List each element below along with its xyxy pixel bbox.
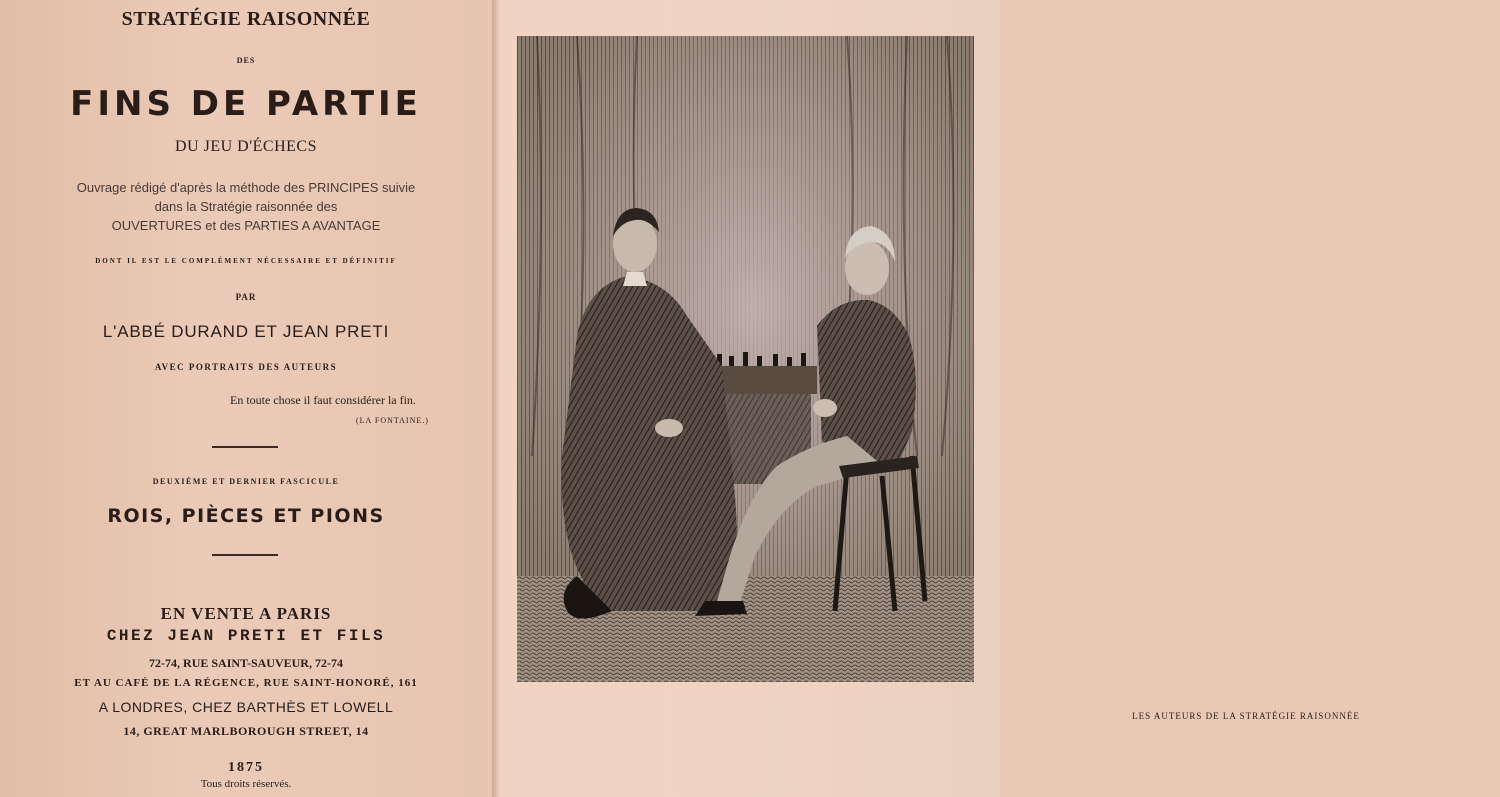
cafe-address: ET AU CAFÉ DE LA RÉGENCE, RUE SAINT-HONORÉ, 161: [74, 677, 418, 689]
publisher-address: 72-74, RUE SAINT-SAUVEUR, 72-74: [149, 656, 343, 670]
engraving-image: [517, 36, 974, 682]
description-line: Ouvrage rédigé d'après la méthode des PRINCIPES suivie: [76, 180, 416, 195]
divider: [212, 446, 278, 448]
fascicle: DEUXIÈME ET DERNIER FASCICULE: [152, 477, 340, 486]
book-gutter: [492, 0, 500, 797]
divider: [212, 554, 278, 556]
rights-notice: Tous droits réservés.: [200, 778, 292, 790]
authors: L'ABBÉ DURAND ET JEAN PRETI: [102, 322, 390, 341]
description-line: dans la Stratégie raisonnée des: [154, 199, 338, 214]
frontispiece-caption: LES AUTEURS DE LA STRATÉGIE RAISONNÉE: [1132, 711, 1360, 721]
description-line: OUVERTURES et des PARTIES A AVANTAGE: [111, 218, 381, 233]
par-label: PAR: [235, 292, 257, 302]
publisher: CHEZ JEAN PRETI ET FILS: [106, 627, 386, 645]
portraits-note: AVEC PORTRAITS DES AUTEURS: [154, 362, 338, 372]
section-title: ROIS, PIÈCES ET PIONS: [107, 505, 385, 527]
subtitle: DU JEU D'ÉCHECS: [175, 138, 317, 155]
publication-year: 1875: [228, 760, 264, 775]
epigraph-source: (LA FONTAINE.): [356, 416, 429, 425]
title-line1: STRATÉGIE RAISONNÉE: [121, 8, 371, 30]
description: [0, 178, 492, 235]
main-title: FINS DE PARTIE: [70, 84, 422, 124]
title-page: [0, 0, 492, 797]
complement-note: DONT IL EST LE COMPLÉMENT NÉCESSAIRE ET DÉFINITIF: [95, 257, 397, 265]
london-address: 14, GREAT MARLBOROUGH STREET, 14: [123, 724, 369, 738]
epigraph: En toute chose il faut considérer la fin.: [230, 393, 416, 407]
sale-heading: EN VENTE A PARIS: [160, 604, 332, 623]
london-seller: A LONDRES, CHEZ BARTHÈS ET LOWELL: [98, 699, 394, 715]
title-des: DES: [236, 56, 256, 65]
